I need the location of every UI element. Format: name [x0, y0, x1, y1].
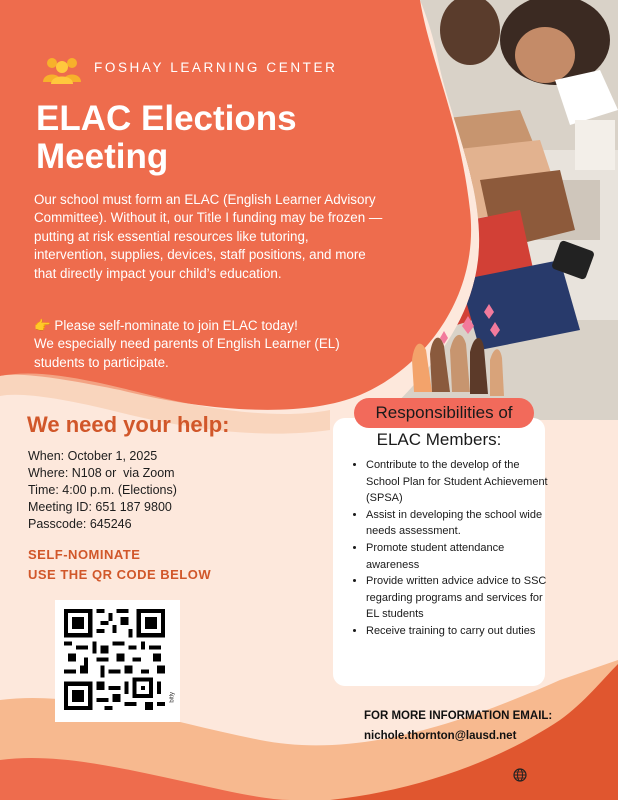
list-item: • Provide written advice advice to SSC regarding programs and services for EL students: [366, 573, 554, 623]
title-line-2: Meeting: [36, 137, 169, 176]
list-item: • Contribute to the develop of the School Plan for Student Achievement (SPSA): [366, 457, 554, 507]
title-line-1: ELAC Elections: [36, 99, 297, 138]
callout-line-2: We especially need parents of English Learner (EL) students to participate.: [34, 336, 340, 370]
contact-heading: FOR MORE INFORMATION EMAIL:: [364, 710, 553, 722]
list-item: • Promote student attendance awareness: [366, 540, 554, 573]
meeting-when: When: October 1, 2025: [28, 449, 158, 463]
qr-code[interactable]: [64, 609, 165, 710]
responsibilities-subtitle: ELAC Members:: [376, 430, 502, 449]
cta-line-1: SELF-NOMINATE: [28, 547, 141, 562]
nomination-callout: [34, 317, 384, 372]
qr-code-card[interactable]: [55, 600, 180, 722]
responsibilities-list: [350, 457, 554, 640]
page-title: [36, 100, 366, 176]
meeting-id: Meeting ID: 651 187 9800: [28, 500, 172, 514]
list-item: • Receive training to carry out duties: [366, 623, 554, 640]
meeting-where: Where: N108 or via Zoom: [28, 466, 175, 480]
list-item: • Assist in developing the school wide needs assessment.: [366, 507, 554, 540]
meeting-details: [28, 448, 177, 533]
responsibilities-title: Responsibilities of: [354, 398, 534, 428]
contact-email-link[interactable]: nichole.thornton@lausd.net: [364, 730, 517, 742]
meeting-passcode: Passcode: 645246: [28, 517, 132, 531]
organization-name: FOSHAY LEARNING CENTER: [94, 60, 338, 75]
intro-paragraph: Our school must form an ELAC (English Learner Advisory Committee). Without it, our Title I funding may be frozen — putting at risk essential resources like tutoring, intervention, supplies, devices, staff positions, and more that directly impact your child’s education.: [34, 192, 383, 281]
people-group-icon: [40, 54, 84, 86]
cta-line-2: USE THE QR CODE BELOW: [28, 567, 212, 582]
self-nominate-cta: [28, 545, 211, 585]
qr-brand-tag: bitly: [170, 692, 176, 703]
help-heading: We need your help:: [27, 412, 230, 437]
callout-line-1: 👉 Please self-nominate to join ELAC today!: [34, 318, 298, 333]
globe-icon[interactable]: [513, 768, 527, 782]
meeting-time: Time: 4:00 p.m. (Elections): [28, 483, 177, 497]
